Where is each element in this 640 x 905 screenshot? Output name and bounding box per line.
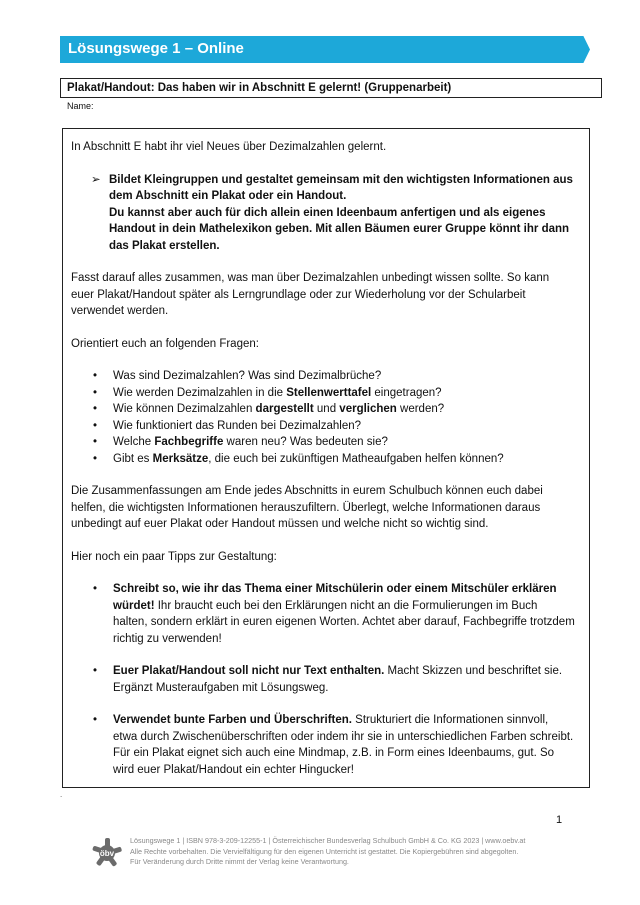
bullet-icon: • — [93, 714, 98, 726]
content-box — [62, 128, 590, 788]
footer-text — [130, 836, 590, 868]
list-item: • Wie funktioniert das Runden bei Dezimalzahlen? — [93, 418, 575, 435]
tips-list — [71, 581, 575, 778]
bullet-icon: • — [93, 386, 98, 399]
task-block — [91, 172, 575, 255]
list-item: • Wie können Dezimalzahlen dargestellt und verglichen werden? — [93, 401, 575, 418]
footer-line-1: Lösungswege 1 | ISBN 978-3-209-12255-1 | Österreichischer Bundesverlag Schulbuch GmbH & Co. KG 2023 | www.oebv.at — [130, 836, 526, 845]
page-number: 1 — [556, 814, 563, 826]
bullet-icon: • — [93, 452, 98, 465]
bullet-icon: • — [93, 436, 98, 448]
tips-intro: Hier noch ein paar Tipps zur Gestaltung: — [71, 550, 277, 563]
summary-text: Fasst darauf alles zusammen, was man über Dezimalzahlen unbedingt wissen sollte. So kann euer Plakat/Handout später als Lerngrundlage oder zur Wiederholung vor der Schularbeit verwendet werden. — [71, 272, 550, 317]
questions-list — [71, 368, 575, 467]
bullet-icon: • — [93, 403, 98, 415]
list-item: • Schreibt so, wie ihr das Thema einer Mitschülerin oder einem Mitschüler erklären würdet! Ihr braucht euch bei den Erklärungen nicht an die Formulierungen im Buch halten, sondern erklärt in euren eigenen Worten. Achtet aber darauf, Fachbegriffe trotzdem richtig zu verwenden! — [93, 581, 575, 647]
summaries-note: Die Zusammenfassungen am Ende jedes Abschnitts in eurem Schulbuch können euch dabei helfen, die wichtigsten Informationen herauszufiltern. Überlegt, welche Informationen daraus unbedingt auf euer Plakat oder Handout müssen und welche nicht so wichtig sind. — [71, 485, 543, 530]
svg-text:öbv: öbv — [99, 849, 115, 858]
list-item: • Was sind Dezimalzahlen? Was sind Dezimalbrüche? — [93, 368, 575, 385]
worksheet-heading: Plakat/Handout: Das haben wir in Abschnitt E gelernt! (Gruppenarbeit) — [60, 78, 602, 98]
oebv-logo — [90, 836, 124, 870]
list-item: • Gibt es Merksätze, die euch bei zukünftigen Matheaufgaben helfen können? — [93, 451, 575, 468]
footer-line-3: Für Veränderung durch Dritte nimmt der Verlag keine Verantwortung. — [130, 857, 349, 866]
task-line-1: Bildet Kleingruppen und gestaltet gemeinsam mit den wichtigsten Informationen aus dem Abschnitt ein Plakat oder ein Handout. — [109, 173, 573, 202]
list-item: • Euer Plakat/Handout soll nicht nur Text enthalten. Macht Skizzen und beschriftet sie. Ergänzt Musteraufgaben mit Lösungsweg. — [93, 663, 575, 696]
questions-intro: Orientiert euch an folgenden Fragen: — [71, 337, 259, 350]
bullet-icon: • — [93, 665, 98, 677]
footer-line-2: Alle Rechte vorbehalten. Die Vervielfältigung für den eigenen Unterricht ist gestattet. Die Kopiergebühren sind abgegolten. — [130, 846, 519, 856]
arrow-bullet-icon: ➢ — [91, 173, 101, 186]
task-line-2: Du kannst aber auch für dich allein einen Ideenbaum anfertigen und als eigenes Handout in dein Mathelexikon geben. Mit allen Bäumen eurer Gruppe könnt ihr dann das Plakat erstellen. — [109, 206, 570, 252]
bullet-icon: • — [93, 419, 98, 432]
name-label: Name: — [67, 101, 94, 111]
list-item: • Wie werden Dezimalzahlen in die Stellenwerttafel eingetragen? — [93, 385, 575, 402]
page-title: Lösungswege 1 – Online — [68, 40, 244, 57]
bullet-icon: • — [93, 583, 98, 595]
list-item: • Verwendet bunte Farben und Überschriften. Strukturiert die Informationen sinnvoll, etwa durch Zwischenüberschriften oder indem ihr sie in unterschiedlichen Farben schreibt. Für ein Plakat eignet sich auch eine Mindmap, z.B. in Form eines Ideenbaums, gut. So wird euer Plakat/Handout ein echter Hingucker! — [93, 712, 575, 778]
task-text — [109, 172, 575, 255]
bullet-icon: • — [93, 370, 98, 382]
header-banner-arrow — [578, 36, 590, 63]
list-item: • Welche Fachbegriffe waren neu? Was bedeuten sie? — [93, 434, 575, 451]
intro-text: In Abschnitt E habt ihr viel Neues über Dezimalzahlen gelernt. — [71, 141, 387, 153]
stray-mark: . — [60, 790, 63, 799]
